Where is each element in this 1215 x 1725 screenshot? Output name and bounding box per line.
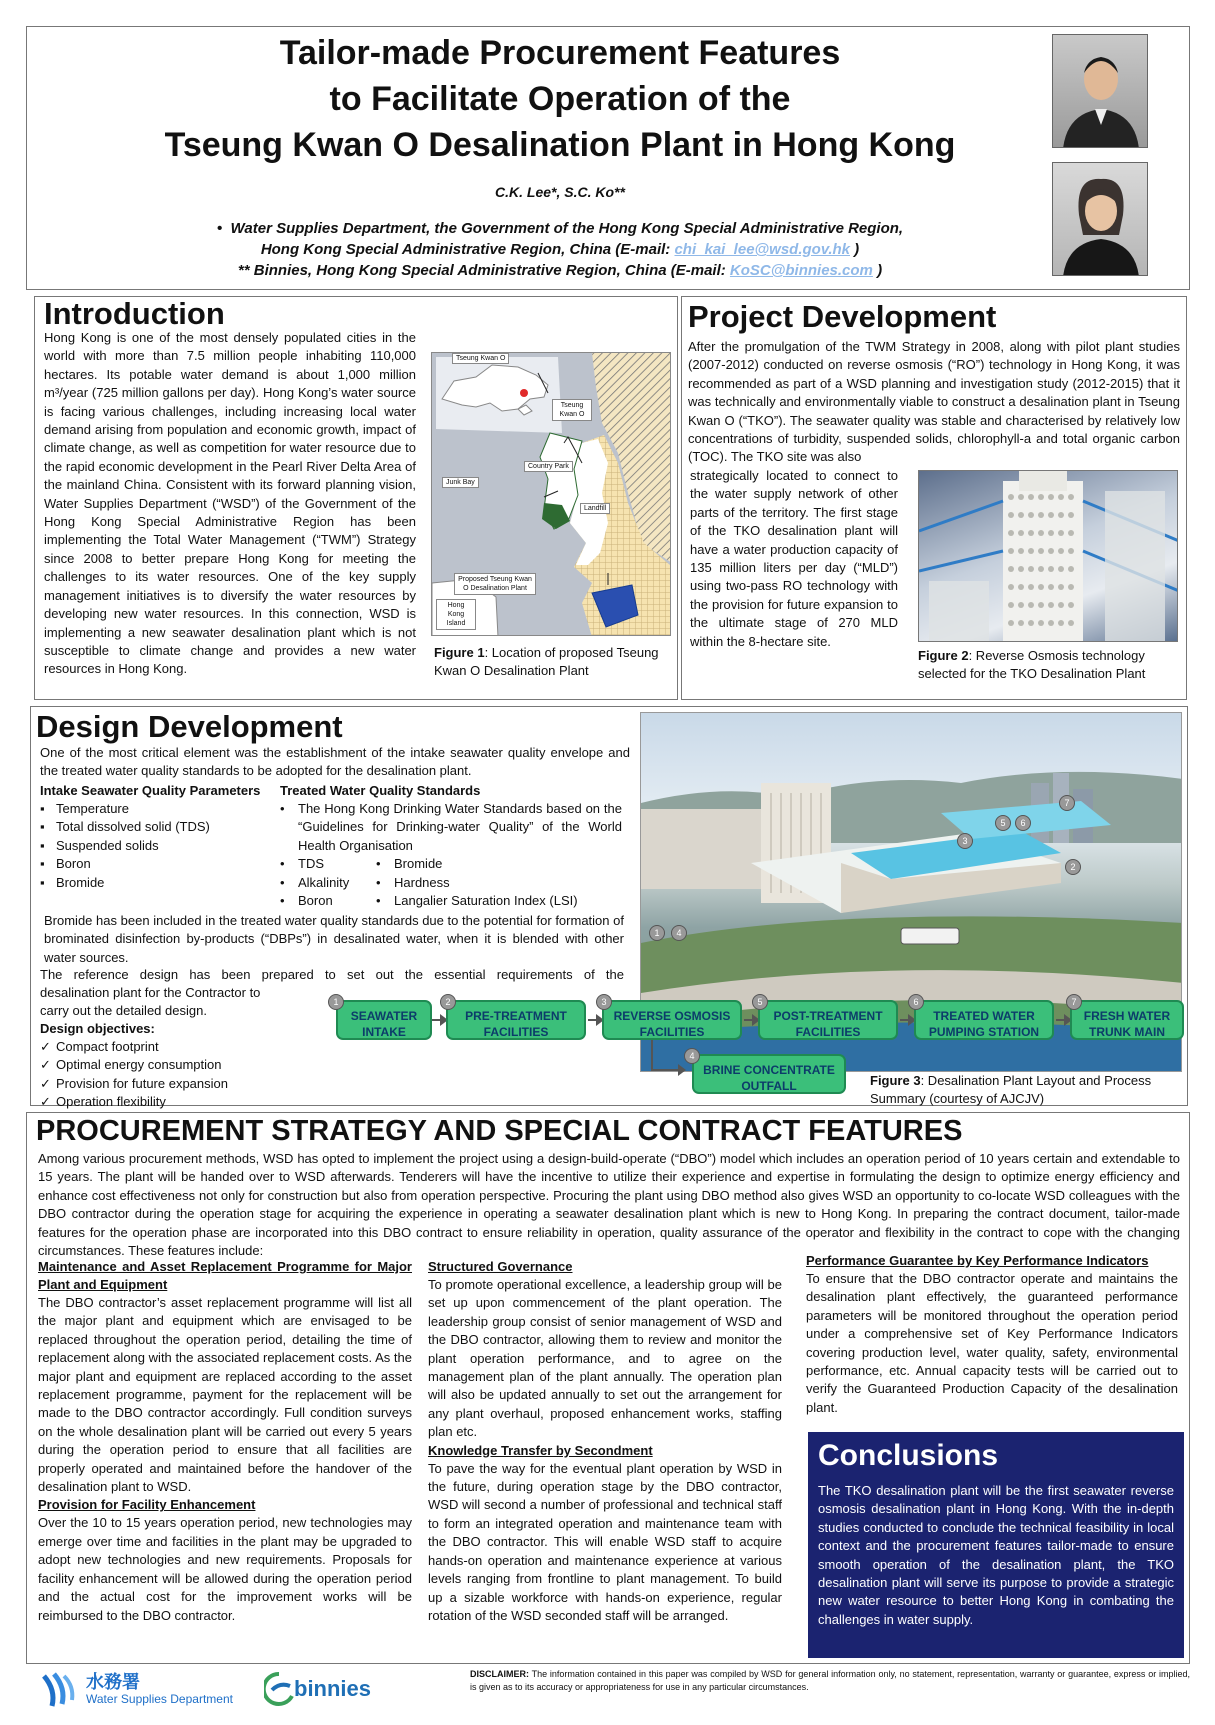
flow-number-7: 7 <box>1066 994 1082 1010</box>
title-line-3: Tseung Kwan O Desalination Plant in Hong Kong <box>164 126 956 164</box>
marker-3: 3 <box>957 833 973 849</box>
map-label-hk-island: Hong Kong Island <box>436 599 476 630</box>
list-item: ▪ Bromide <box>40 874 280 892</box>
flow-reverse-osmosis: REVERSE OSMOSIS FACILITIES <box>602 1000 742 1040</box>
list-item: ▪ Temperature <box>40 800 280 818</box>
facility-enhancement-body: Over the 10 to 15 years operation period, new technologies may emerge over time and facilities in the plant may be upgraded to adopt new technologies and new requirements. Proposals for facility enhancement will be allowed during the operation period and the actual cost for the improvement works will be reimbursed to the DBO contractor. <box>38 1515 412 1623</box>
introduction-heading: Introduction <box>44 296 225 331</box>
list-item: • Alkalinity <box>280 874 376 892</box>
flow-brine-concentrate-outfall: BRINE CONCENTRATE OUTFALL <box>692 1054 846 1094</box>
flow-number-3: 3 <box>596 994 612 1010</box>
figure-3-caption: Figure 3: Desalination Plant Layout and Process Summary (courtesy of AJCJV) <box>870 1073 1152 1106</box>
flow-number-2: 2 <box>440 994 456 1010</box>
map-label-tko-main: Tseung Kwan O <box>452 353 509 364</box>
email-link-2[interactable]: KoSC@binnies.com <box>729 262 873 279</box>
column-kpi <box>806 1252 1178 1417</box>
title-line-1: Tailor-made Procurement Features <box>279 34 841 72</box>
objectives-heading: Design objectives: <box>40 1021 155 1036</box>
map-label-landfill: Landfill <box>580 503 610 514</box>
list-item: • Hardness <box>376 874 578 892</box>
kpi-heading: Performance Guarantee by Key Performance Indicators <box>806 1253 1149 1268</box>
affiliation-1-line-2: Hong Kong Special Administrative Region, China (E-mail: chi_kai_lee@wsd.gov.hk ) <box>260 241 860 258</box>
conclusions-heading: Conclusions <box>818 1439 999 1472</box>
treated-standards <box>280 782 622 910</box>
figure-2-caption: Figure 2: Reverse Osmosis technology selected for the TKO Desalination Plant <box>918 648 1146 681</box>
flow-treated-water-pumping: TREATED WATER PUMPING STATION <box>914 1000 1054 1040</box>
list-item: • Langalier Saturation Index (LSI) <box>376 892 578 910</box>
introduction-body: Hong Kong is one of the most densely populated cities in the world with more than 7.5 million people inhabiting 110,000 hectares. Its potable water demand is about 1,000 million m³/year (725 million gallons per day). Hong Kong’s water source is facing various challenges, including increasing local water demand arising from population and economic growth, impact of climate change, as well as competition for water resource due to the rapid economic development in the Pearl River Delta Area of the mainland China. Consistent with its forward planning vision, Water Supplies Department (“WSD”) of the Government of the Hong Kong Special Administrative Region has been implementing the Total Water Management (“TWM”) Strategy since 2008 to better prepare Hong Kong for meeting the challenges to its water resources. One of the key supply management initiatives is to diversify the water resources by developing new water resources. In this connection, WSD is implementing a new seawater desalination plant which is not susceptible to climate change and provides a new water resources in Hong Kong. <box>44 330 416 677</box>
water-drop-logo-icon <box>38 1670 78 1710</box>
marker-5: 5 <box>995 815 1011 831</box>
ro-membrane-rack-graphic <box>919 471 1178 642</box>
knowledge-transfer-heading: Knowledge Transfer by Secondment <box>428 1442 653 1458</box>
marker-1: 1 <box>649 925 665 941</box>
list-item: ✓ Operation flexibility <box>40 1093 624 1111</box>
list-item: ✓ Optimal energy consumption <box>40 1056 624 1074</box>
procurement-intro: Among various procurement methods, WSD has opted to implement the project using a design-build-operate (“DBO”) model which includes an operation period of 10 years certain and extendable to 15 years. The plant will be handed over to WSD afterwards. Tenderers will have the incentive to utilize their experience and expertise in formulating the design to optimize energy efficiency and enhance cost effectiveness not only for construction but also from operation perspective. Procuring the plant using DBO method also gives WSD an opportunity to co-locate WSD colleagues with the DBO contractor during the operation stage for acquiring the experience in operating a seawater desalination plant which is new to Hong Kong. In preparing the contract document, tailor-made features for the operation phase are incorporated into this DBO contract to ensure reliability in operation, quality assurance of the operator and flexibility in the contract to cope with the changing circumstances. These features include: <box>38 1151 1180 1259</box>
maintenance-heading: Maintenance and Asset Replacement Programme for Major Plant and Equipment <box>38 1259 412 1292</box>
conclusions-body: The TKO desalination plant will be the first seawater reverse osmosis desalination plant in Hong Kong. With the in-depth studies conducted to conclude the technical feasibility in local context and the procurement features tailor-made to ensure smooth operation of the desalination plant, the TKO desalination plant will serve its purpose to provide a strategic new water resource to better Hong Kong in combating the challenges in water supply. <box>818 1483 1174 1627</box>
treated-col-1 <box>280 855 376 910</box>
location-map <box>431 352 671 636</box>
procurement-heading: PROCUREMENT STRATEGY AND SPECIAL CONTRACT FEATURES <box>36 1115 963 1147</box>
list-item: ✓ Provision for future expansion <box>40 1075 624 1093</box>
map-label-country-park: Country Park <box>524 461 573 472</box>
author-photo-1 <box>1052 34 1148 148</box>
binnies-logo <box>264 1670 394 1710</box>
project-body-top: After the promulgation of the TWM Strategy in 2008, along with pilot plant studies (2007-2012) conducted on reverse osmosis (“RO”) technology in Hong Kong, it was recommended as part of a WSD planning and investigation study (2012-2015) that it was technically and environmentally viable to construct a desalination plant in Tseung Kwan O (“TKO”). The seawater quality was stable and characterised by relatively low concentrations of turbidity, suspended solids, chlorophyll-a and total organic carbon (TOC). The TKO site was also <box>688 339 1180 465</box>
map-label-proposed-plant: Proposed Tseung Kwan O Desalination Plant <box>454 573 536 595</box>
list-item: ▪ Boron <box>40 855 280 873</box>
binnies-name: binnies <box>294 1676 372 1701</box>
list-item: • Bromide <box>376 855 578 873</box>
list-item: ▪ Suspended solids <box>40 837 280 855</box>
flow-fresh-water-trunk-main: FRESH WATER TRUNK MAIN <box>1070 1000 1184 1040</box>
map-label-junk-bay: Junk Bay <box>442 477 479 488</box>
map-label-tko-inset: Tseung Kwan O <box>552 399 592 421</box>
wsd-chinese-name: 水務署 <box>86 1672 140 1692</box>
kpi-body: To ensure that the DBO contractor operate and maintains the desalination plant effectively, the guaranteed performance parameters will be monitored throughout the operation period under a comprehensive set of Key Performance Indicators covering production level, water quality, safety, environmental performance, etc. Annual capacity tests will be carried out to verify the Guaranteed Production Capacity of the desalination plant. <box>806 1271 1178 1415</box>
flow-number-4: 4 <box>684 1048 700 1064</box>
title-line-2: to Facilitate Operation of the <box>329 80 791 118</box>
treated-list <box>280 800 622 855</box>
affiliation-1-line-1: • Water Supplies Department, the Government of the Hong Kong Special Administrative Region, <box>216 220 904 237</box>
person-icon <box>1053 163 1148 276</box>
intake-parameters <box>40 782 280 892</box>
flow-number-6: 6 <box>908 994 924 1010</box>
project-development-heading: Project Development <box>688 299 997 334</box>
marker-4: 4 <box>671 925 687 941</box>
governance-heading: Structured Governance <box>428 1259 573 1274</box>
treated-col-2 <box>376 855 578 910</box>
facility-enhancement-heading: Provision for Facility Enhancement <box>38 1497 256 1513</box>
list-item: • Boron <box>280 892 376 910</box>
knowledge-transfer-body: To pave the way for the eventual plant operation by WSD in the future, during operation stage by the DBO contractor, WSD will second a number of professional and technical staff to form an integrated operation and maintenance team with the DBO contractor. This will enable WSD staff to acquire hands-on operation and maintenance experience at various levels ranging from frontline to plant management. To build up a sizable workforce with hands-on experience, regular rotation of the WSD seconded staff will be arranged. <box>428 1460 782 1623</box>
design-development-heading: Design Development <box>36 709 343 744</box>
project-body-side: strategically located to connect to the water supply network of other parts of the territory. The first stage of the TKO desalination plant will have a water production capacity of 135 million liters per day (“MLD”) using two-pass RO technology with the provision for future expansion to the ultimate stage of 270 MLD within the 8-hectare site. <box>690 468 898 649</box>
affiliation-2: ** Binnies, Hong Kong Special Administrative Region, China (E-mail: KoSC@binnies.com ) <box>237 262 883 279</box>
flow-post-treatment: POST-TREATMENT FACILITIES <box>758 1000 898 1040</box>
person-icon <box>1053 35 1148 148</box>
bromide-note: Bromide has been included in the treated water quality standards due to the potential for formation of brominated disinfection by-products (“DBPs”) in desalinated water, when it is blended with other water sources. <box>44 913 624 965</box>
governance-body: To promote operational excellence, a leadership group will be set up upon commencement of the plant operation. The leadership group consist of senior management of WSD and the DBO contractor, allowing them to review and monitor the plant operation performance, and to agree on the management plan of the plant annually. The operation plan will also be updated annually to set out the arrangement for any plant overhaul, proposed enhancement works, staffing plan etc. <box>428 1277 782 1440</box>
intake-list <box>40 800 280 892</box>
email-link-1[interactable]: chi_kai_lee@wsd.gov.hk <box>674 241 851 258</box>
disclaimer: DISCLAIMER: The information contained in this paper was compiled by WSD for general information only, no statement, representation, warranty or guarantee, express or implied, is given as to its accuracy or appropriateness for use in any particular circumstances. <box>470 1669 1190 1692</box>
wsd-english-name: Water Supplies Department <box>86 1692 233 1706</box>
ro-facility-photo <box>918 470 1178 642</box>
design-intro: One of the most critical element was the establishment of the intake seawater quality envelope and the treated water quality standards to be adopted for the desalination plant. <box>40 745 630 779</box>
intake-heading: Intake Seawater Quality Parameters <box>40 783 261 798</box>
wsd-logo <box>38 1668 258 1712</box>
list-item: ▪ Total dissolved solid (TDS) <box>40 818 280 836</box>
column-governance <box>428 1258 782 1625</box>
flow-number-1: 1 <box>328 994 344 1010</box>
binnies-swirl-icon <box>264 1672 294 1708</box>
authors: C.K. Lee*, S.C. Ko** <box>495 184 625 200</box>
author-photo-2 <box>1052 162 1148 276</box>
flow-pre-treatment: PRE-TREATMENT FACILITIES <box>446 1000 586 1040</box>
reference-design-text: The reference design has been prepared to set out the essential requirements of the desalination plant for the Contractor to carry out the detailed design. Design objectives: ✓ Compact footprint ✓ Optimal energy consumption ✓ Provision for future expansion ✓ Operation flexibility <box>40 966 624 1112</box>
poster-title <box>80 30 1040 168</box>
affiliations <box>80 218 1040 281</box>
list-item: • The Hong Kong Drinking Water Standards based on the “Guidelines for Drinking-water Quality” of the World Health Organisation <box>280 800 622 855</box>
maintenance-body: The DBO contractor’s asset replacement programme will list all the major plant and equipment which are envisaged to be replaced throughout the operation period, detailing the time of replacement along with the associated replacement costs. As the major plant and equipment are replaced according to the asset replacement programme, payment for the replacement will be made to the DBO contractor accordingly. Full condition surveys on the whole desalination plant will be carried out every 5 years during the operation period to ensure that all facilities are properly operated and maintained before the handover of the desalination plant to WSD. <box>38 1295 412 1495</box>
marker-7: 7 <box>1059 795 1075 811</box>
marker-2: 2 <box>1065 859 1081 875</box>
list-item: • TDS <box>280 855 376 873</box>
figure-1-caption: Figure 1: Location of proposed Tseung Kwan O Desalination Plant <box>434 645 659 678</box>
column-maintenance <box>38 1258 412 1625</box>
conclusions-box <box>808 1432 1184 1658</box>
flow-seawater-intake: SEAWATER INTAKE <box>336 1000 432 1040</box>
list-item: ✓ Compact footprint <box>40 1038 624 1056</box>
treated-heading: Treated Water Quality Standards <box>280 783 481 798</box>
flow-number-5: 5 <box>752 994 768 1010</box>
marker-6: 6 <box>1015 815 1031 831</box>
